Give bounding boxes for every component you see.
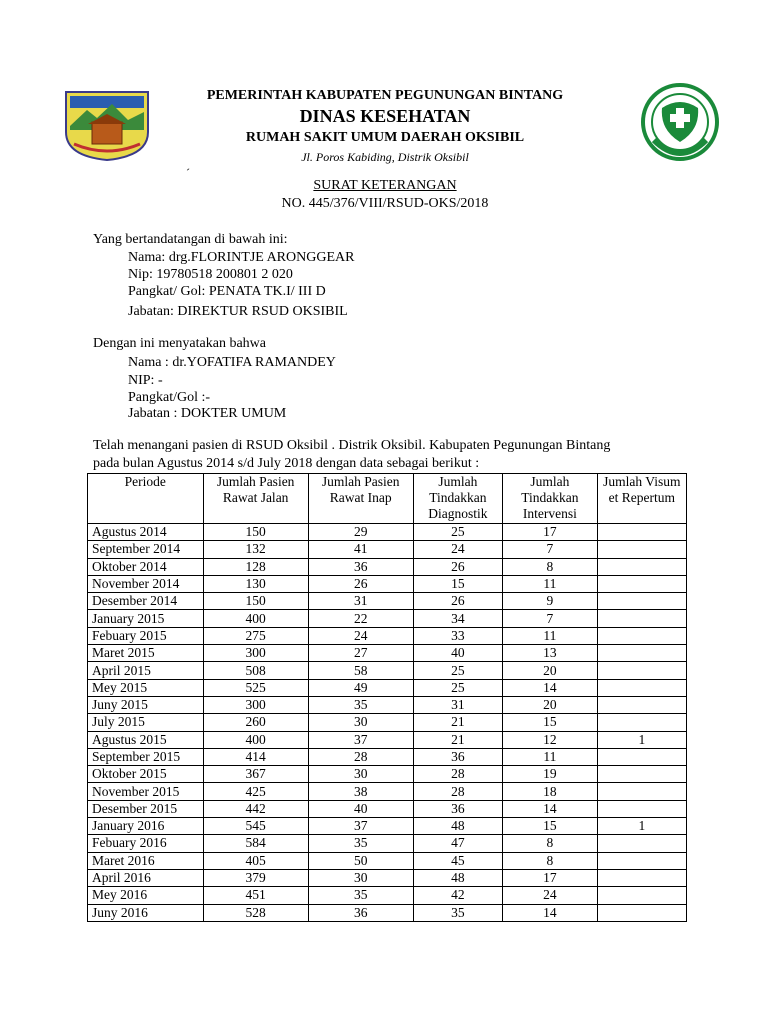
table-cell: 37 <box>308 731 413 748</box>
table-cell <box>597 852 686 869</box>
table-cell: 58 <box>308 662 413 679</box>
table-cell: 13 <box>503 645 598 662</box>
table-cell: 41 <box>308 541 413 558</box>
table-cell: 35 <box>308 835 413 852</box>
table-cell: 525 <box>203 679 308 696</box>
table-cell: 15 <box>503 818 598 835</box>
table-cell <box>597 593 686 610</box>
bakti-husada-logo <box>640 82 720 162</box>
table-cell: 36 <box>413 800 502 817</box>
table-cell: 50 <box>308 852 413 869</box>
table-cell: Desember 2014 <box>88 593 204 610</box>
table-cell: 14 <box>503 904 598 921</box>
table-cell: 37 <box>308 818 413 835</box>
table-row <box>88 575 687 592</box>
table-cell <box>597 696 686 713</box>
table-cell <box>597 887 686 904</box>
table-cell <box>597 610 686 627</box>
hospital-name: RUMAH SAKIT UMUM DAERAH OKSIBIL <box>245 130 525 145</box>
table-row <box>88 627 687 644</box>
column-header: Jumlah Tindakkan Intervensi <box>503 474 598 524</box>
table-cell: 49 <box>308 679 413 696</box>
table-cell: 36 <box>308 558 413 575</box>
table-header-row <box>88 474 687 524</box>
table-cell: 150 <box>203 524 308 541</box>
table-cell: 25 <box>413 679 502 696</box>
table-cell: 300 <box>203 645 308 662</box>
table-row <box>88 748 687 765</box>
table-row <box>88 558 687 575</box>
table-cell <box>597 869 686 886</box>
table-row <box>88 783 687 800</box>
signer-intro: Yang bertandatangan di bawah ini: <box>93 232 288 247</box>
table-cell: 45 <box>413 852 502 869</box>
table-cell: November 2015 <box>88 783 204 800</box>
table-row <box>88 766 687 783</box>
subject-name: Nama : dr.YOFATIFA RAMANDEY <box>128 355 336 370</box>
table-cell: 48 <box>413 869 502 886</box>
table-cell: 20 <box>503 696 598 713</box>
regency-emblem-logo <box>62 86 152 162</box>
table-cell: 21 <box>413 731 502 748</box>
signer-rank: Pangkat/ Gol: PENATA TK.I/ III D <box>128 284 326 299</box>
table-cell: 38 <box>308 783 413 800</box>
table-row <box>88 662 687 679</box>
table-cell: 24 <box>413 541 502 558</box>
table-cell: 30 <box>308 869 413 886</box>
table-cell: Mey 2015 <box>88 679 204 696</box>
table-cell: 35 <box>308 887 413 904</box>
table-row <box>88 610 687 627</box>
table-cell: 367 <box>203 766 308 783</box>
table-row <box>88 818 687 835</box>
table-cell: 260 <box>203 714 308 731</box>
table-cell <box>597 783 686 800</box>
table-cell <box>597 800 686 817</box>
table-cell: Maret 2016 <box>88 852 204 869</box>
table-cell: Oktober 2015 <box>88 766 204 783</box>
table-cell: 545 <box>203 818 308 835</box>
subject-position: Jabatan : DOKTER UMUM <box>128 406 287 421</box>
table-cell: Juny 2016 <box>88 904 204 921</box>
table-cell: 7 <box>503 610 598 627</box>
patient-data-table <box>87 473 687 922</box>
table-cell: 36 <box>308 904 413 921</box>
table-cell: 28 <box>413 783 502 800</box>
table-cell: 584 <box>203 835 308 852</box>
table-cell: 15 <box>503 714 598 731</box>
table-cell: 12 <box>503 731 598 748</box>
column-header: Jumlah Visum et Repertum <box>597 474 686 524</box>
table-cell: Febuary 2015 <box>88 627 204 644</box>
table-cell: 7 <box>503 541 598 558</box>
table-cell: 379 <box>203 869 308 886</box>
table-row <box>88 679 687 696</box>
table-cell: 26 <box>413 558 502 575</box>
table-row <box>88 696 687 713</box>
table-cell: Maret 2015 <box>88 645 204 662</box>
table-cell: 300 <box>203 696 308 713</box>
table-cell: 508 <box>203 662 308 679</box>
signer-nip: Nip: 19780518 200801 2 020 <box>128 267 293 282</box>
table-cell: July 2015 <box>88 714 204 731</box>
column-header: Jumlah Tindakkan Diagnostik <box>413 474 502 524</box>
table-cell: 17 <box>503 869 598 886</box>
table-row <box>88 593 687 610</box>
table-cell: 22 <box>308 610 413 627</box>
stray-mark: ´ <box>186 166 190 180</box>
table-cell: 18 <box>503 783 598 800</box>
table-cell: 24 <box>308 627 413 644</box>
table-cell <box>597 558 686 575</box>
table-row <box>88 852 687 869</box>
table-body <box>88 524 687 922</box>
table-cell: 42 <box>413 887 502 904</box>
table-cell: Juny 2015 <box>88 696 204 713</box>
table-cell: 25 <box>413 524 502 541</box>
table-cell: January 2015 <box>88 610 204 627</box>
table-cell: 26 <box>308 575 413 592</box>
table-cell: 405 <box>203 852 308 869</box>
table-cell: 414 <box>203 748 308 765</box>
table-cell: 425 <box>203 783 308 800</box>
column-header: Jumlah Pasien Rawat Jalan <box>203 474 308 524</box>
table-cell: 128 <box>203 558 308 575</box>
table-cell: 40 <box>308 800 413 817</box>
table-cell: Oktober 2014 <box>88 558 204 575</box>
table-cell: September 2014 <box>88 541 204 558</box>
statement-line-2: pada bulan Agustus 2014 s/d July 2018 dengan data sebagai berikut : <box>93 456 480 471</box>
subject-nip: NIP: - <box>128 373 163 388</box>
table-row <box>88 800 687 817</box>
table-cell: 27 <box>308 645 413 662</box>
table-cell: January 2016 <box>88 818 204 835</box>
table-cell: November 2014 <box>88 575 204 592</box>
table-cell: 19 <box>503 766 598 783</box>
table-cell: 21 <box>413 714 502 731</box>
table-row <box>88 731 687 748</box>
table-cell: 25 <box>413 662 502 679</box>
table-cell: 1 <box>597 731 686 748</box>
table-cell: 29 <box>308 524 413 541</box>
table-cell: Febuary 2016 <box>88 835 204 852</box>
table-cell <box>597 748 686 765</box>
table-cell: 275 <box>203 627 308 644</box>
department-name: DINAS KESEHATAN <box>299 106 471 126</box>
table-cell: 31 <box>308 593 413 610</box>
table-cell: 20 <box>503 662 598 679</box>
table-cell <box>597 766 686 783</box>
letter-heading: SURAT KETERANGAN <box>313 178 457 193</box>
table-cell: 34 <box>413 610 502 627</box>
subject-intro: Dengan ini menyatakan bahwa <box>93 336 266 351</box>
table-cell: Mey 2016 <box>88 887 204 904</box>
signer-position: Jabatan: DIREKTUR RSUD OKSIBIL <box>128 304 348 319</box>
table-cell: Agustus 2014 <box>88 524 204 541</box>
table-cell <box>597 904 686 921</box>
table-cell: 130 <box>203 575 308 592</box>
table-cell: 11 <box>503 575 598 592</box>
table-cell: 400 <box>203 610 308 627</box>
table-cell <box>597 714 686 731</box>
table-cell: April 2015 <box>88 662 204 679</box>
government-name: PEMERINTAH KABUPATEN PEGUNUNGAN BINTANG <box>206 88 564 103</box>
table-cell: 35 <box>413 904 502 921</box>
table-row <box>88 524 687 541</box>
table-cell: 15 <box>413 575 502 592</box>
table-cell: 11 <box>503 627 598 644</box>
table-row <box>88 645 687 662</box>
table-cell: 17 <box>503 524 598 541</box>
table-cell <box>597 575 686 592</box>
hospital-address: Jl. Poros Kabiding, Distrik Oksibil <box>301 150 469 164</box>
column-header: Jumlah Pasien Rawat Inap <box>308 474 413 524</box>
table-cell: 150 <box>203 593 308 610</box>
table-cell: September 2015 <box>88 748 204 765</box>
table-cell: 47 <box>413 835 502 852</box>
table-cell: 26 <box>413 593 502 610</box>
table-cell <box>597 627 686 644</box>
table-cell: 132 <box>203 541 308 558</box>
statement-line-1: Telah menangani pasien di RSUD Oksibil . Distrik Oksibil. Kabupaten Pegunungan Bintang <box>93 438 611 453</box>
table-cell: 451 <box>203 887 308 904</box>
table-cell: 1 <box>597 818 686 835</box>
column-header: Periode <box>88 474 204 524</box>
table-cell: 31 <box>413 696 502 713</box>
signer-name: Nama: drg.FLORINTJE ARONGGEAR <box>128 250 355 265</box>
table-cell: 28 <box>413 766 502 783</box>
table-cell: 40 <box>413 645 502 662</box>
subject-rank: Pangkat/Gol :- <box>128 390 211 405</box>
table-cell: 14 <box>503 679 598 696</box>
table-cell <box>597 662 686 679</box>
table-cell <box>597 835 686 852</box>
table-row <box>88 541 687 558</box>
table-cell: 9 <box>503 593 598 610</box>
table-cell: Desember 2015 <box>88 800 204 817</box>
table-row <box>88 835 687 852</box>
table-cell <box>597 645 686 662</box>
table-cell: 442 <box>203 800 308 817</box>
table-cell: 36 <box>413 748 502 765</box>
table-cell: 8 <box>503 852 598 869</box>
table-row <box>88 714 687 731</box>
table-cell: 24 <box>503 887 598 904</box>
table-cell: 8 <box>503 835 598 852</box>
table-cell: 11 <box>503 748 598 765</box>
table-cell: 33 <box>413 627 502 644</box>
table-cell: 14 <box>503 800 598 817</box>
table-cell: Agustus 2015 <box>88 731 204 748</box>
table-cell: April 2016 <box>88 869 204 886</box>
table-cell: 35 <box>308 696 413 713</box>
table-cell: 8 <box>503 558 598 575</box>
table-row <box>88 869 687 886</box>
table-row <box>88 887 687 904</box>
table-cell: 28 <box>308 748 413 765</box>
table-cell: 30 <box>308 766 413 783</box>
table-cell: 528 <box>203 904 308 921</box>
table-row <box>88 904 687 921</box>
table-cell: 48 <box>413 818 502 835</box>
table-cell <box>597 541 686 558</box>
table-cell: 400 <box>203 731 308 748</box>
table-cell: 30 <box>308 714 413 731</box>
table-cell <box>597 524 686 541</box>
table-cell <box>597 679 686 696</box>
letter-number: NO. 445/376/VIII/RSUD-OKS/2018 <box>281 196 489 211</box>
